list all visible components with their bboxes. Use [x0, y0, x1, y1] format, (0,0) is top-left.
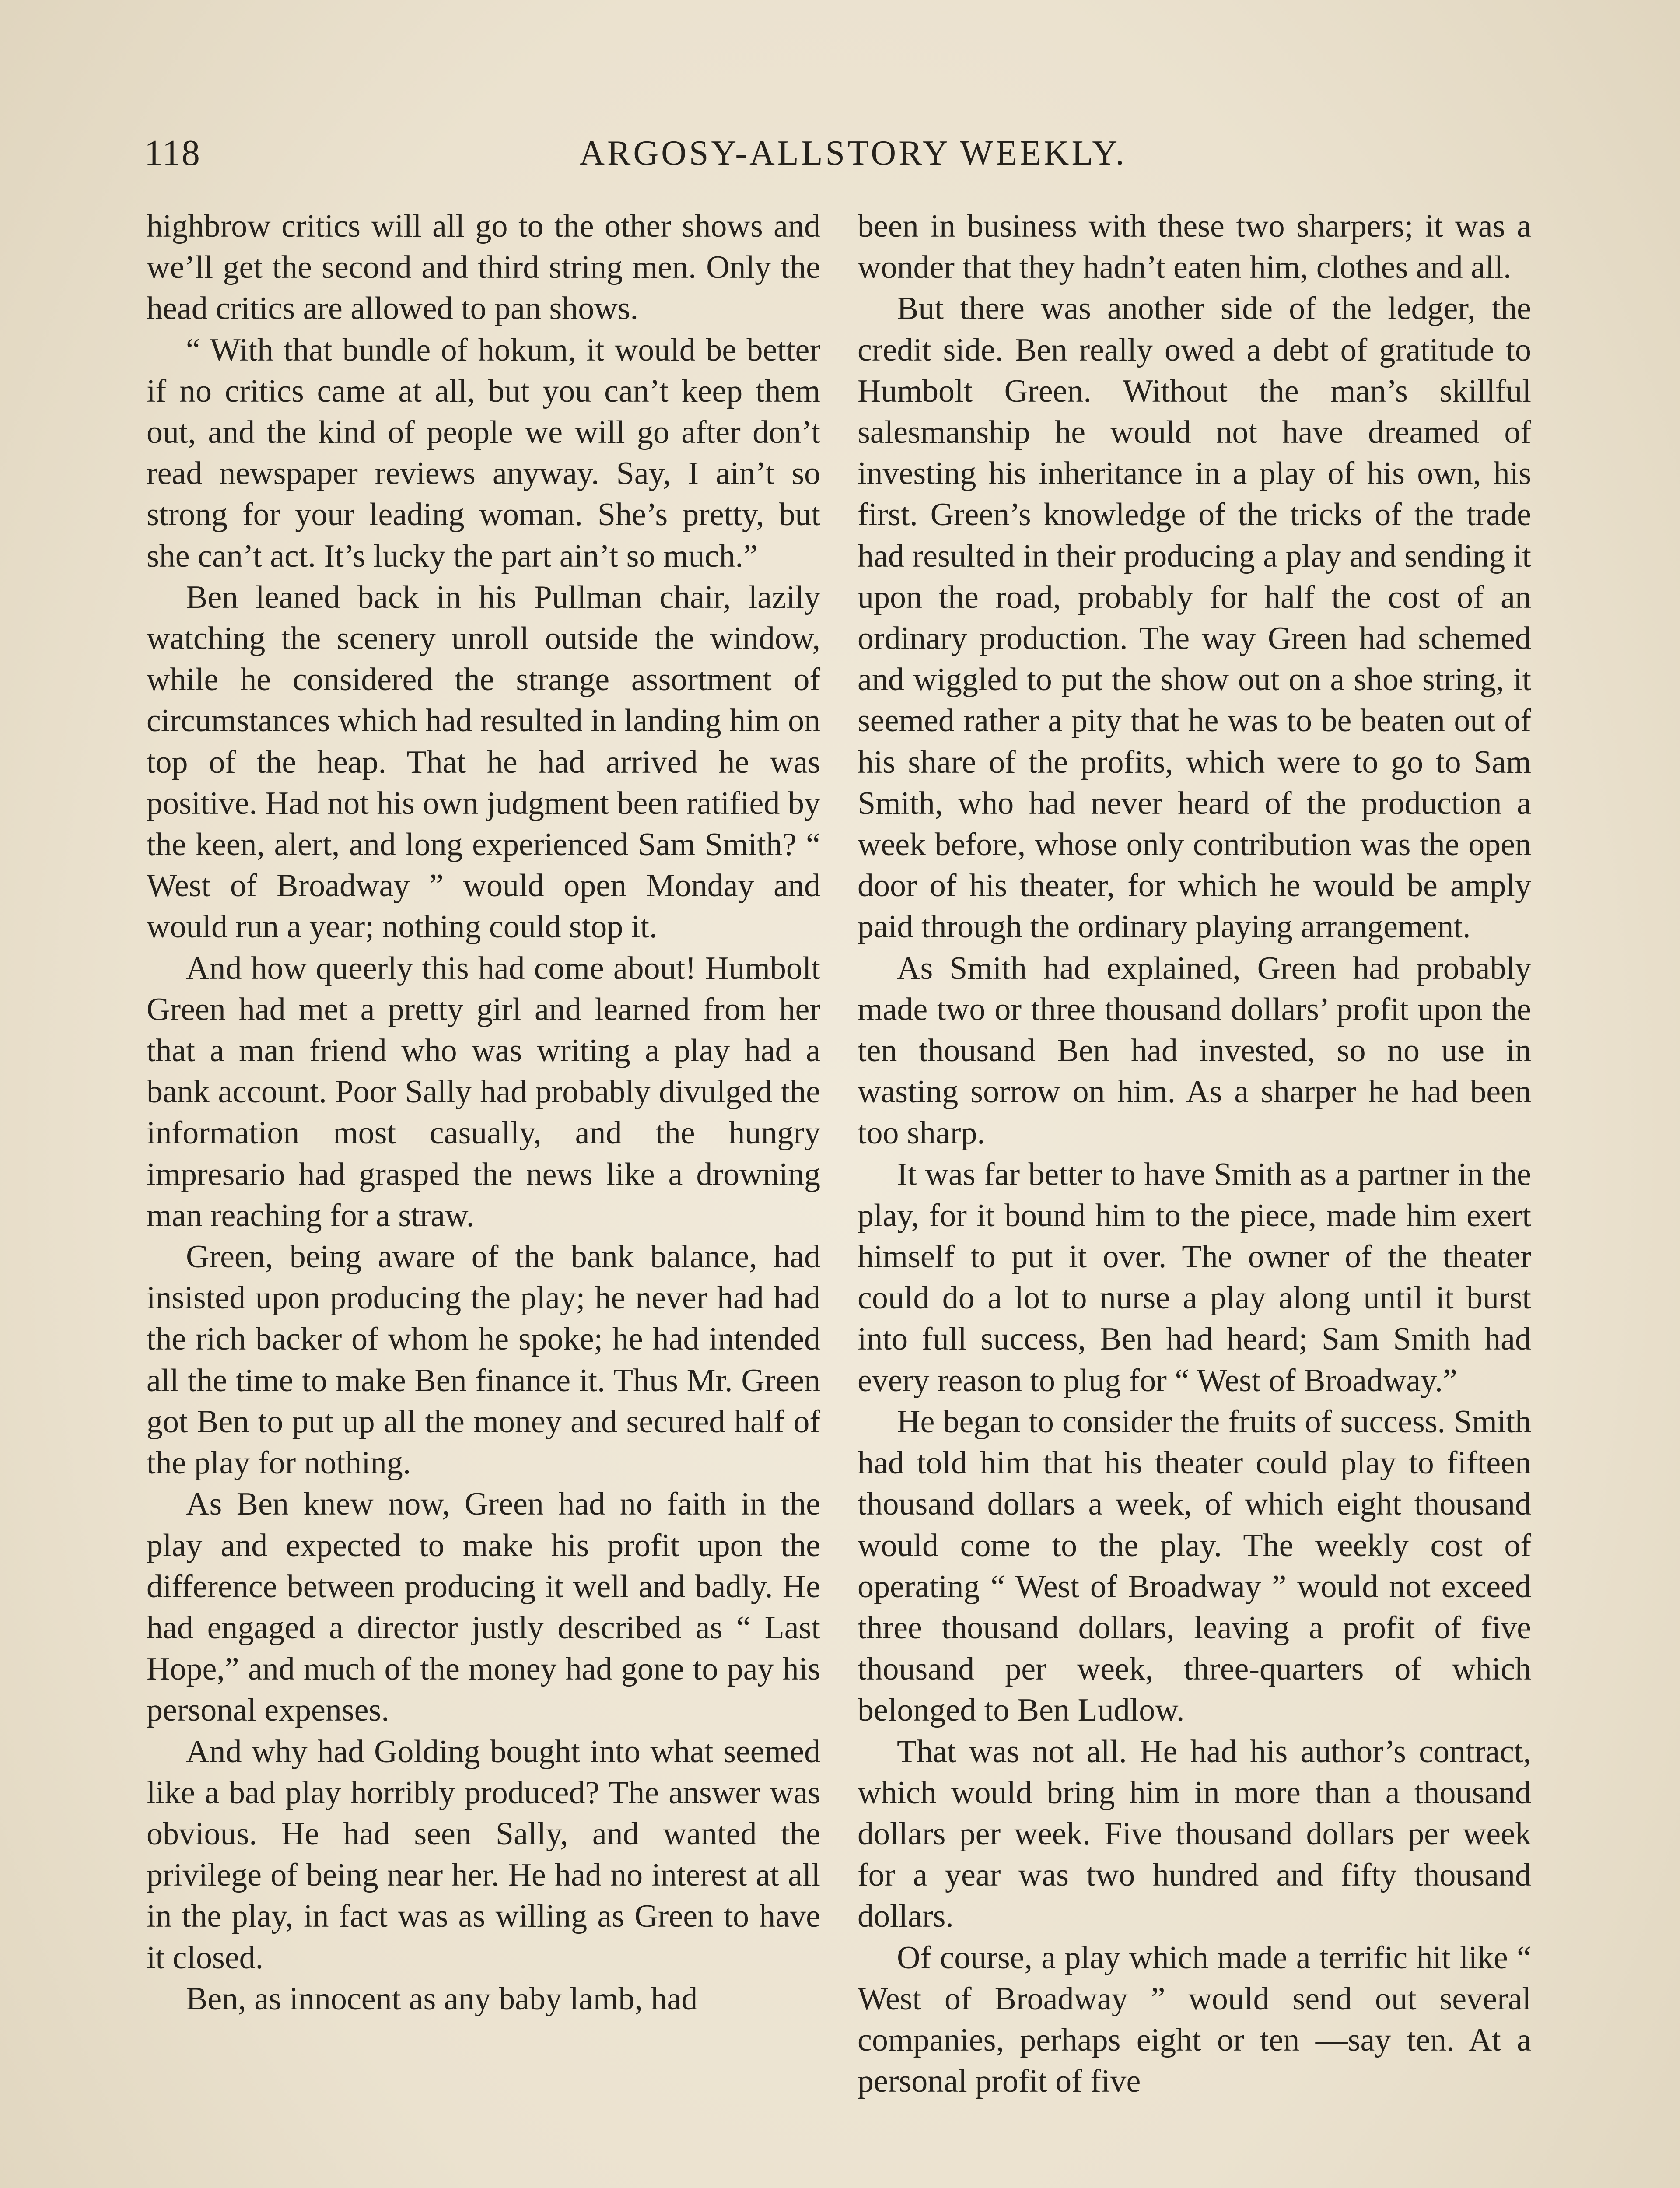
- paragraph: And how queerly this had come about! Humbolt Green had met a pretty girl and learned from her that a man friend who was writing a play had a bank account. Poor Sally had probably divulged the information most casually, and the hungry impresario had grasped the news like a drowning man reaching for a straw.: [147, 950, 820, 1234]
- page-number: 118: [144, 133, 201, 173]
- paragraph: Ben leaned back in his Pullman chair, lazily watching the scenery unroll outside the window, while he considered the strange assortment of circumstances which had resulted in landing him on top of the heap. That he had arrived he was positive. Had not his own judgment been ratified by the keen, alert, and long experienced Sam Smith? “ West of Broadway ” would open Monday and would run a year; nothing could stop it.: [147, 579, 820, 945]
- paragraph: Green, being aware of the bank balance, had insisted upon producing the play; he never had had the rich backer of whom he spoke; he had intended all the time to make Ben finance it. Thus Mr. Green got Ben to put up all the money and secured half of the play for nothing.: [147, 1239, 820, 1481]
- paragraph: And why had Golding bought into what seemed like a bad play horribly produced? The answer was obvious. He had seen Sally, and wanted the privilege of being near her. He had no interest at all in the play, in fact was as willing as Green to have it closed.: [147, 1733, 820, 1976]
- paragraph: Of course, a play which made a terrific hit like “ West of Broadway ” would send out several companies, perhaps eight or ten —say ten. At a personal profit of five: [858, 1939, 1531, 2100]
- paragraph: been in business with these two sharpers; it was a wonder that they hadn’t eaten him, clothes and all.: [858, 208, 1531, 286]
- paragraph: It was far better to have Smith as a partner in the play, for it bound him to the piece, made him exert himself to put it over. The owner of the theater could do a lot to nurse a play along until it burst into full success, Ben had heard; Sam Smith had every reason to plug for “ West of Broadway.”: [858, 1156, 1531, 1399]
- paragraph: As Ben knew now, Green had no faith in the play and expected to make his profit upon the difference between producing it well and badly. He had engaged a director justly described as “ Last Hope,” and much of the money had gone to pay his personal expenses.: [147, 1486, 820, 1729]
- paragraph: “ With that bundle of hokum, it would be better if no critics came at all, but you can’t keep them out, and the kind of people we will go after don’t read newspaper reviews anyway. Say, I ain’t so strong for your leading woman. She’s pretty, but she can’t act. It’s lucky the part ain’t so much.”: [147, 332, 820, 574]
- left-column: [147, 206, 820, 2020]
- right-column: [858, 206, 1531, 2102]
- paragraph: As Smith had explained, Green had probably made two or three thousand dollars’ profit upon the ten thousand Ben had invested, so no use in wasting sorrow on him. As a sharper he had been too sharp.: [858, 950, 1531, 1151]
- page-header: [144, 127, 1562, 179]
- paragraph: But there was another side of the ledger, the credit side. Ben really owed a debt of gratitude to Humbolt Green. Without the man’s skillful salesmanship he would not have dreamed of investing his inheritance in a play of his own, his first. Green’s knowledge of the tricks of the trade had resulted in their producing a play and sending it upon the road, probably for half the cost of an ordinary production. The way Green had schemed and wiggled to put the show out on a shoe string, it seemed rather a pity that he was to be beaten out of his share of the profits, which were to go to Sam Smith, who had never heard of the production a week before, whose only contribution was the open door of his theater, for which he would be amply paid through the ordinary playing arrangement.: [858, 291, 1531, 945]
- paragraph: highbrow critics will all go to the other shows and we’ll get the second and third string men. Only the head critics are allowed to pan shows.: [147, 208, 820, 327]
- paragraph: Ben, as innocent as any baby lamb, had: [186, 1981, 698, 2017]
- paragraph: That was not all. He had his author’s contract, which would bring him in more than a thousand dollars per week. Five thousand dollars per week for a year was two hundred and fifty thousand dollars.: [858, 1733, 1531, 1935]
- running-head: ARGOSY-ALLSTORY WEEKLY.: [579, 134, 1127, 172]
- paragraph: He began to consider the fruits of success. Smith had told him that his theater could play to fifteen thousand dollars a week, of which eight thousand would come to the play. The weekly cost of operating “ West of Broadway ” would not exceed three thousand dollars, leaving a profit of five thousand per week, three-quarters of which belonged to Ben Ludlow.: [858, 1403, 1531, 1729]
